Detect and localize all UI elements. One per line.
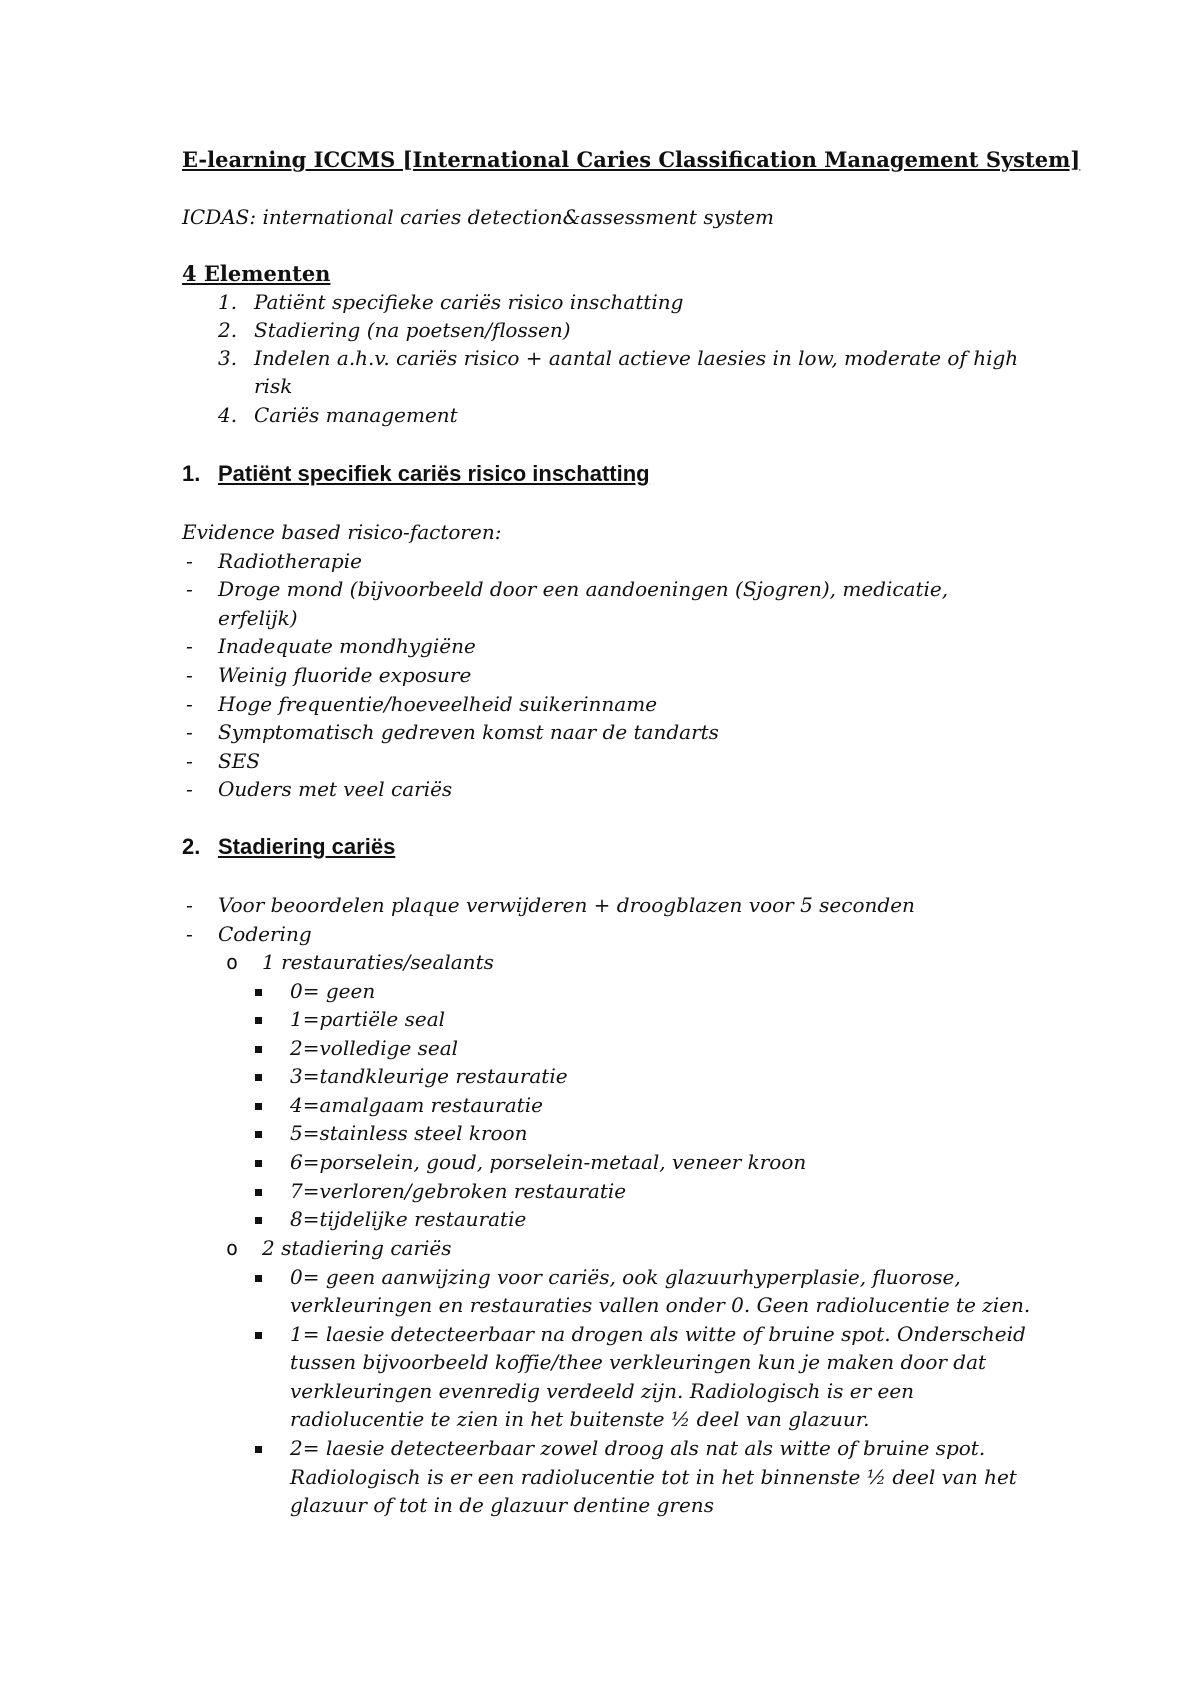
risk-factor-item: Droge mond (bijvoorbeeld door een aandoeningen (Sjogren), medicatie, <box>218 577 949 601</box>
sub1-item: 5=stainless steel kroon <box>290 1121 528 1145</box>
risk-factor-item: Ouders met veel cariës <box>218 777 453 801</box>
sub1-item: 2=volledige seal <box>290 1036 459 1060</box>
section2-item: Voor beoordelen plaque verwijderen + droogblazen voor 5 seconden <box>218 893 915 917</box>
risk-factor-item: Symptomatisch gedreven komst naar de tandarts <box>218 720 719 744</box>
sub2-item-line: radiolucentie te zien in het buitenste ½ deel van glazuur. <box>290 1407 870 1431</box>
square-bullet-icon <box>255 1446 262 1453</box>
elementen-marker: 3. <box>218 346 238 370</box>
elementen-item: Cariës management <box>254 403 458 427</box>
risk-factor-item: Hoge frequentie/hoeveelheid suikerinname <box>218 692 658 716</box>
sub2-item-line: tussen bijvoorbeeld koffie/thee verkleuringen kun je maken door dat <box>290 1350 987 1374</box>
elementen-marker: 4. <box>218 403 238 427</box>
elementen-heading: 4 Elementen <box>182 261 331 286</box>
dash-marker: - <box>186 893 193 917</box>
sub1-item: 7=verloren/gebroken restauratie <box>290 1179 627 1203</box>
square-bullet-icon <box>255 1017 262 1024</box>
elementen-marker: 1. <box>218 290 238 314</box>
section2-number: 2. <box>182 834 201 859</box>
square-bullet-icon <box>255 1332 262 1339</box>
risk-factor-item: SES <box>218 749 261 773</box>
risk-factor-item: Inadequate mondhygiëne <box>218 634 476 658</box>
square-bullet-icon <box>255 989 262 996</box>
square-bullet-icon <box>255 1074 262 1081</box>
circle-bullet: o <box>226 1236 239 1260</box>
risk-factor-item: Weinig fluoride exposure <box>218 663 472 687</box>
risk-factor-item: Radiotherapie <box>218 549 362 573</box>
risk-factor-item-continued: erfelijk) <box>218 606 298 630</box>
sub1-item: 3=tandkleurige restauratie <box>290 1064 568 1088</box>
sub1-item: 0= geen <box>290 979 376 1003</box>
sub2-item-line: 0= geen aanwijzing voor cariës, ook glazuurhyperplasie, fluorose, <box>290 1265 961 1289</box>
square-bullet-icon <box>255 1131 262 1138</box>
sub1-item: 1=partiële seal <box>290 1007 446 1031</box>
dash-marker: - <box>186 922 193 946</box>
dash-marker: - <box>186 577 193 601</box>
sub2-item-line: Radiologisch is er een radiolucentie tot in het binnenste ½ deel van het <box>290 1465 1017 1489</box>
section1-heading: Patiënt specifiek cariës risico inschatting <box>218 461 650 486</box>
elementen-marker: 2. <box>218 318 238 342</box>
dash-marker: - <box>186 692 193 716</box>
dash-marker: - <box>186 634 193 658</box>
sub2-item-line: 1= laesie detecteerbaar na drogen als witte of bruine spot. Onderscheid <box>290 1322 1026 1346</box>
dash-marker: - <box>186 749 193 773</box>
section1-intro: Evidence based risico-factoren: <box>182 520 502 544</box>
sub2-item-line: glazuur of tot in de glazuur dentine grens <box>290 1493 714 1517</box>
elementen-item-continued: risk <box>254 374 293 398</box>
square-bullet-icon <box>255 1275 262 1282</box>
elementen-item: Stadiering (na poetsen/flossen) <box>254 318 571 342</box>
square-bullet-icon <box>255 1160 262 1167</box>
square-bullet-icon <box>255 1217 262 1224</box>
sub1-label: 1 restauraties/sealants <box>262 950 494 974</box>
section2-item: Codering <box>218 922 312 946</box>
sub2-item-line: verkleuringen en restauraties vallen onder 0. Geen radiolucentie te zien. <box>290 1293 1031 1317</box>
sub1-item: 6=porselein, goud, porselein-metaal, veneer kroon <box>290 1150 807 1174</box>
sub2-label: 2 stadiering cariës <box>262 1236 452 1260</box>
sub1-item: 8=tijdelijke restauratie <box>290 1207 527 1231</box>
dash-marker: - <box>186 720 193 744</box>
circle-bullet: o <box>226 950 239 974</box>
sub2-item-line: 2= laesie detecteerbaar zowel droog als nat als witte of bruine spot. <box>290 1436 986 1460</box>
sub1-item: 4=amalgaam restauratie <box>290 1093 543 1117</box>
dash-marker: - <box>186 549 193 573</box>
section1-number: 1. <box>182 461 201 486</box>
dash-marker: - <box>186 663 193 687</box>
document-title: E-learning ICCMS [International Caries Classification Management System] <box>182 147 1081 172</box>
square-bullet-icon <box>255 1103 262 1110</box>
square-bullet-icon <box>255 1046 262 1053</box>
sub2-item-line: verkleuringen evenredig verdeeld zijn. Radiologisch is er een <box>290 1379 915 1403</box>
dash-marker: - <box>186 777 193 801</box>
elementen-item: Indelen a.h.v. cariës risico + aantal actieve laesies in low, moderate of high <box>254 346 1019 370</box>
section2-heading: Stadiering cariës <box>218 834 396 859</box>
icdas-line: ICDAS: international caries detection&assessment system <box>182 205 774 229</box>
square-bullet-icon <box>255 1189 262 1196</box>
elementen-item: Patiënt specifieke cariës risico inschatting <box>254 290 684 314</box>
